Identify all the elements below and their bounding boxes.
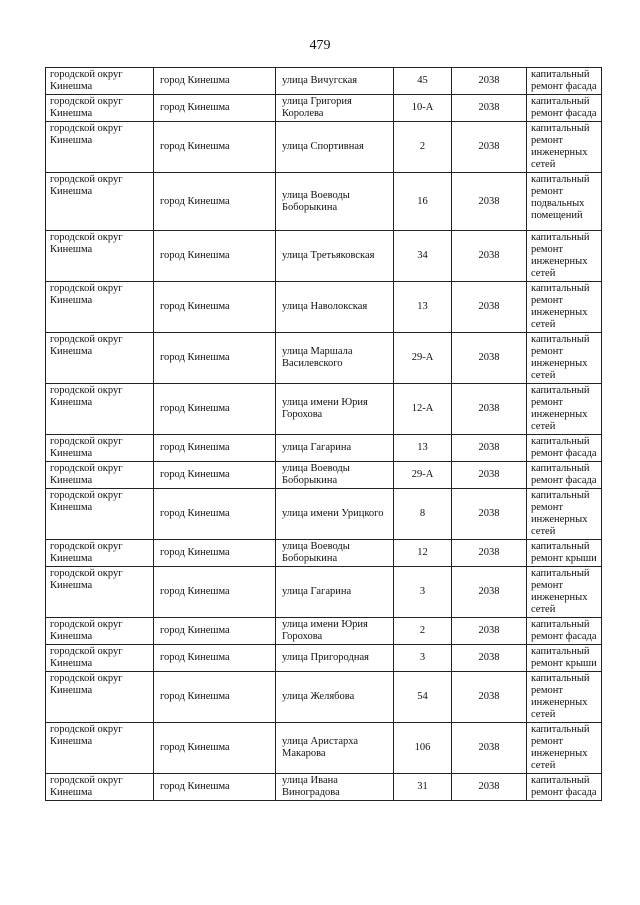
- work-type-cell: капитальный ремонт фасада: [527, 774, 602, 801]
- year-cell: 2038: [452, 173, 527, 231]
- year-cell: 2038: [452, 723, 527, 774]
- house-number-cell: 3: [394, 645, 452, 672]
- street-cell: улица Желябова: [276, 672, 394, 723]
- city-cell: город Кинешма: [154, 723, 276, 774]
- house-number-cell: 2: [394, 618, 452, 645]
- house-number-cell: 16: [394, 173, 452, 231]
- street-cell: улица имени Юрия Горохова: [276, 384, 394, 435]
- year-cell: 2038: [452, 618, 527, 645]
- street-cell: улица Наволокская: [276, 282, 394, 333]
- district-cell: городской округ Кинешма: [46, 68, 154, 95]
- district-cell: городской округ Кинешма: [46, 672, 154, 723]
- work-type-cell: капитальный ремонт инженерных сетей: [527, 333, 602, 384]
- work-type-cell: капитальный ремонт подвальных помещений: [527, 173, 602, 231]
- table-row: [46, 723, 602, 774]
- page-number: 479: [309, 38, 331, 53]
- year-cell: 2038: [452, 489, 527, 540]
- year-cell: 2038: [452, 282, 527, 333]
- year-cell: 2038: [452, 645, 527, 672]
- work-type-cell: капитальный ремонт крыши: [527, 540, 602, 567]
- house-number-cell: 31: [394, 774, 452, 801]
- city-cell: город Кинешма: [154, 122, 276, 173]
- table-row: [46, 567, 602, 618]
- district-cell: городской округ Кинешма: [46, 282, 154, 333]
- house-number-cell: 34: [394, 231, 452, 282]
- city-cell: город Кинешма: [154, 231, 276, 282]
- house-number-cell: 106: [394, 723, 452, 774]
- table-row: [46, 282, 602, 333]
- street-cell: улица имени Урицкого: [276, 489, 394, 540]
- house-number-cell: 3: [394, 567, 452, 618]
- registry-table: [45, 67, 602, 801]
- year-cell: 2038: [452, 672, 527, 723]
- city-cell: город Кинешма: [154, 384, 276, 435]
- street-cell: улица Гагарина: [276, 435, 394, 462]
- year-cell: 2038: [452, 231, 527, 282]
- district-cell: городской округ Кинешма: [46, 122, 154, 173]
- city-cell: город Кинешма: [154, 95, 276, 122]
- year-cell: 2038: [452, 122, 527, 173]
- table-row: [46, 384, 602, 435]
- house-number-cell: 8: [394, 489, 452, 540]
- city-cell: город Кинешма: [154, 462, 276, 489]
- year-cell: 2038: [452, 540, 527, 567]
- year-cell: 2038: [452, 462, 527, 489]
- house-number-cell: 12: [394, 540, 452, 567]
- table-row: [46, 540, 602, 567]
- house-number-cell: 54: [394, 672, 452, 723]
- street-cell: улица Воеводы Боборыкина: [276, 462, 394, 489]
- year-cell: 2038: [452, 95, 527, 122]
- work-type-cell: капитальный ремонт инженерных сетей: [527, 384, 602, 435]
- table-row: [46, 489, 602, 540]
- work-type-cell: капитальный ремонт фасада: [527, 462, 602, 489]
- year-cell: 2038: [452, 333, 527, 384]
- city-cell: город Кинешма: [154, 333, 276, 384]
- table-row: [46, 122, 602, 173]
- house-number-cell: 13: [394, 282, 452, 333]
- table-row: [46, 173, 602, 231]
- table-row: [46, 462, 602, 489]
- house-number-cell: 13: [394, 435, 452, 462]
- street-cell: улица Пригородная: [276, 645, 394, 672]
- table-row: [46, 68, 602, 95]
- table-row: [46, 333, 602, 384]
- city-cell: город Кинешма: [154, 774, 276, 801]
- work-type-cell: капитальный ремонт инженерных сетей: [527, 231, 602, 282]
- house-number-cell: 45: [394, 68, 452, 95]
- district-cell: городской округ Кинешма: [46, 618, 154, 645]
- city-cell: город Кинешма: [154, 567, 276, 618]
- work-type-cell: капитальный ремонт фасада: [527, 68, 602, 95]
- year-cell: 2038: [452, 774, 527, 801]
- table-row: [46, 672, 602, 723]
- street-cell: улица Третьяковская: [276, 231, 394, 282]
- house-number-cell: 10-А: [394, 95, 452, 122]
- work-type-cell: капитальный ремонт инженерных сетей: [527, 122, 602, 173]
- year-cell: 2038: [452, 68, 527, 95]
- table-row: [46, 231, 602, 282]
- district-cell: городской округ Кинешма: [46, 95, 154, 122]
- street-cell: улица Гагарина: [276, 567, 394, 618]
- table-row: [46, 435, 602, 462]
- table-body: [46, 68, 602, 801]
- district-cell: городской округ Кинешма: [46, 435, 154, 462]
- district-cell: городской округ Кинешма: [46, 567, 154, 618]
- house-number-cell: 2: [394, 122, 452, 173]
- district-cell: городской округ Кинешма: [46, 723, 154, 774]
- street-cell: улица Ивана Виноградова: [276, 774, 394, 801]
- district-cell: городской округ Кинешма: [46, 173, 154, 231]
- city-cell: город Кинешма: [154, 173, 276, 231]
- district-cell: городской округ Кинешма: [46, 462, 154, 489]
- work-type-cell: капитальный ремонт инженерных сетей: [527, 723, 602, 774]
- work-type-cell: капитальный ремонт фасада: [527, 618, 602, 645]
- district-cell: городской округ Кинешма: [46, 333, 154, 384]
- house-number-cell: 29-А: [394, 462, 452, 489]
- street-cell: улица Маршала Василевского: [276, 333, 394, 384]
- work-type-cell: капитальный ремонт фасада: [527, 95, 602, 122]
- house-number-cell: 29-А: [394, 333, 452, 384]
- table-row: [46, 645, 602, 672]
- city-cell: город Кинешма: [154, 68, 276, 95]
- city-cell: город Кинешма: [154, 618, 276, 645]
- work-type-cell: капитальный ремонт инженерных сетей: [527, 567, 602, 618]
- district-cell: городской округ Кинешма: [46, 540, 154, 567]
- city-cell: город Кинешма: [154, 489, 276, 540]
- work-type-cell: капитальный ремонт инженерных сетей: [527, 489, 602, 540]
- street-cell: улица Спортивная: [276, 122, 394, 173]
- work-type-cell: капитальный ремонт крыши: [527, 645, 602, 672]
- city-cell: город Кинешма: [154, 282, 276, 333]
- work-type-cell: капитальный ремонт инженерных сетей: [527, 672, 602, 723]
- year-cell: 2038: [452, 435, 527, 462]
- district-cell: городской округ Кинешма: [46, 384, 154, 435]
- street-cell: улица Григория Королева: [276, 95, 394, 122]
- street-cell: улица Аристарха Макарова: [276, 723, 394, 774]
- year-cell: 2038: [452, 384, 527, 435]
- house-number-cell: 12-А: [394, 384, 452, 435]
- table-row: [46, 774, 602, 801]
- district-cell: городской округ Кинешма: [46, 489, 154, 540]
- table-row: [46, 618, 602, 645]
- city-cell: город Кинешма: [154, 540, 276, 567]
- work-type-cell: капитальный ремонт инженерных сетей: [527, 282, 602, 333]
- street-cell: улица Воеводы Боборыкина: [276, 173, 394, 231]
- table-row: [46, 95, 602, 122]
- city-cell: город Кинешма: [154, 672, 276, 723]
- work-type-cell: капитальный ремонт фасада: [527, 435, 602, 462]
- street-cell: улица Воеводы Боборыкина: [276, 540, 394, 567]
- street-cell: улица Вичугская: [276, 68, 394, 95]
- district-cell: городской округ Кинешма: [46, 774, 154, 801]
- city-cell: город Кинешма: [154, 435, 276, 462]
- city-cell: город Кинешма: [154, 645, 276, 672]
- street-cell: улица имени Юрия Горохова: [276, 618, 394, 645]
- district-cell: городской округ Кинешма: [46, 645, 154, 672]
- district-cell: городской округ Кинешма: [46, 231, 154, 282]
- year-cell: 2038: [452, 567, 527, 618]
